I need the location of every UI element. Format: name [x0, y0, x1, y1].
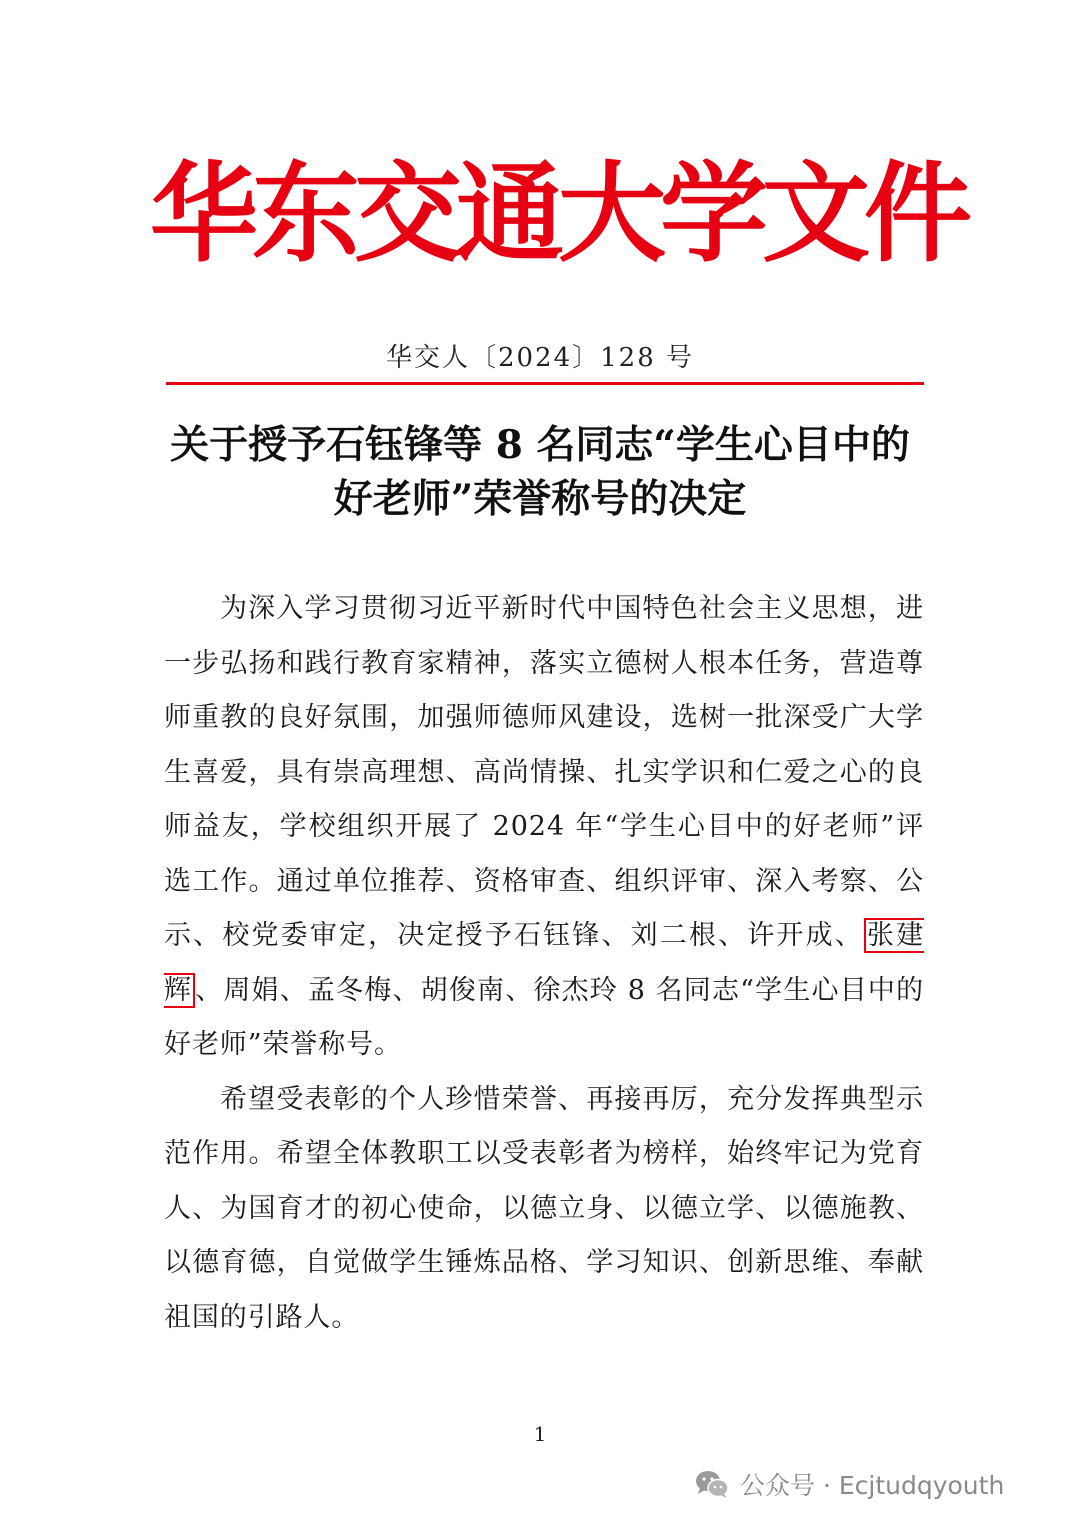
watermark: [694, 1464, 1004, 1504]
document-header-title: 华东交通大学文件: [150, 152, 967, 277]
body-paragraph-1: [164, 582, 924, 1073]
wechat-icon: [694, 1469, 730, 1499]
highlighted-name: 张建辉: [164, 920, 924, 1006]
document-title: [130, 418, 950, 526]
document-title-line-2: 好老师”荣誉称号的决定: [333, 476, 747, 522]
document-body: [164, 582, 924, 1345]
watermark-text: 公众号 · Ecjtudqyouth: [740, 1471, 1005, 1500]
page-number: 1: [533, 1422, 547, 1446]
header-divider: [166, 382, 924, 385]
paragraph-1-text-after: 、周娟、孟冬梅、胡俊南、徐杰玲 8 名同志“学生心目中的好老师”荣誉称号。: [164, 974, 924, 1060]
body-paragraph-2: 希望受表彰的个人珍惜荣誉、再接再厉，充分发挥典型示范作用。希望全体教职工以受表彰者为榜样，始终牢记为党育人、为国育才的初心使命，以德立身、以德立学、以德施教、以德育德，自觉做学生锤炼品格、学习知识、创新思维、奉献祖国的引路人。: [164, 1083, 924, 1333]
document-title-line-1: 关于授予石钰锋等 8 名同志“学生心目中的: [170, 422, 910, 468]
paragraph-1-text-before: 为深入学习贯彻习近平新时代中国特色社会主义思想，进一步弘扬和践行教育家精神，落实立德树人根本任务，营造尊师重教的良好氛围，加强师德师风建设，选树一批深受广大学生喜爱，具有崇高理想、高尚情操、扎实学识和仁爱之心的良师益友，学校组织开展了 2024 年“学生心目中的好老师”评选工作。通过单位推荐、资格审查、组织评审、深入考察、公示、校党委审定，决定授予石钰锋、刘二根、许开成、: [164, 593, 924, 951]
document-number: 华交人〔2024〕128 号: [385, 343, 695, 373]
